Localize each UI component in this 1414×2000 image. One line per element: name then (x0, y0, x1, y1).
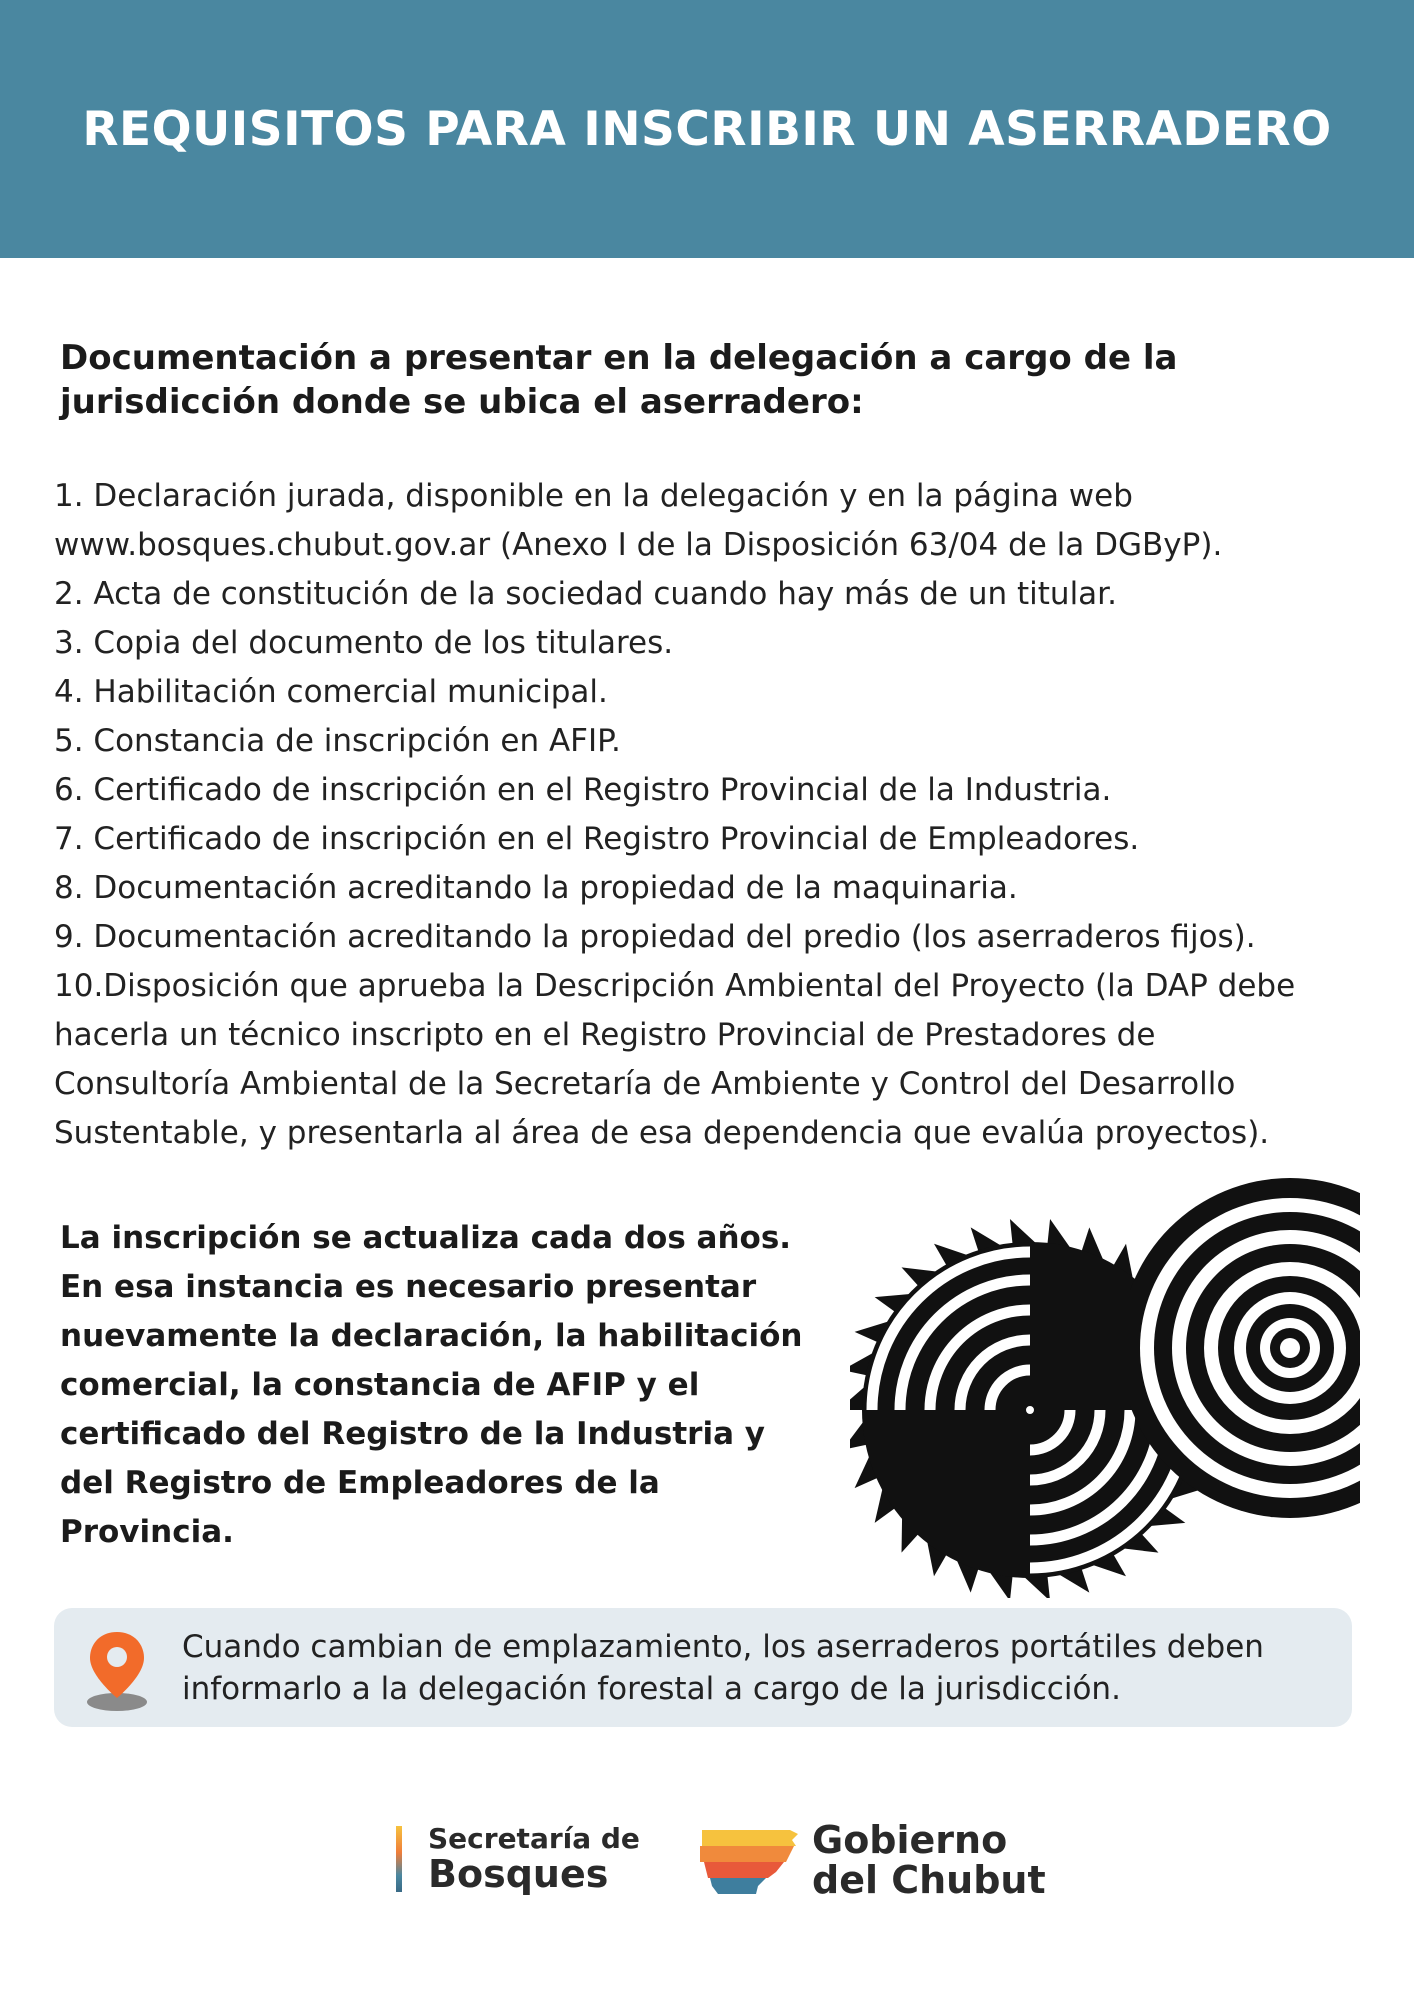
requirement-line: Consultoría Ambiental de la Secretaría de Ambiente y Control del Desarrollo (54, 1066, 1236, 1102)
renewal-line: Provincia. (60, 1514, 234, 1550)
logo-secretaria-line1: Secretaría de (428, 1822, 640, 1855)
requirement-line: 7. Certificado de inscripción en el Registro Provincial de Empleadores. (54, 821, 1140, 857)
requirement-line: 6. Certificado de inscripción en el Registro Provincial de la Industria. (54, 772, 1112, 808)
requirement-line: 1. Declaración jurada, disponible en la delegación y en la página web (54, 478, 1133, 514)
notice-line-1: Cuando cambian de emplazamiento, los aserraderos portátiles deben (182, 1629, 1264, 1665)
requirement-line: 9. Documentación acreditando la propiedad del predio (los aserraderos fijos). (54, 919, 1256, 955)
renewal-line: del Registro de Empleadores de la (60, 1465, 660, 1501)
notice-text (182, 1626, 1332, 1710)
secretaria-bosques-logo (396, 1822, 646, 1902)
page-title: REQUISITOS PARA INSCRIBIR UN ASERRADERO (82, 101, 1332, 157)
header-banner (0, 0, 1414, 258)
saw-tooth (1023, 1575, 1050, 1598)
requirement-line: 4. Habilitación comercial municipal. (54, 674, 608, 710)
saw-blade-tree-rings-icon (850, 1178, 1360, 1598)
requirement-line: www.bosques.chubut.gov.ar (Anexo I de la Disposición 63/04 de la DGByP). (54, 527, 1223, 563)
renewal-line: comercial, la constancia de AFIP y el (60, 1367, 700, 1403)
intro-line-1: Documentación a presentar en la delegación a cargo de la (60, 338, 1178, 378)
renewal-line: En esa instancia es necesario presentar (60, 1269, 757, 1305)
renewal-line: certificado del Registro de la Industria y (60, 1416, 765, 1452)
renewal-note (60, 1214, 820, 1557)
logo-gobierno-line2: del Chubut (812, 1858, 1046, 1902)
intro-line-2: jurisdicción donde se ubica el aserradero: (60, 382, 864, 422)
logo-gobierno-line1: Gobierno (812, 1818, 1008, 1862)
requirements-list (54, 472, 1374, 1158)
notice-line-2: informarlo a la delegación forestal a cargo de la jurisdicción. (182, 1671, 1121, 1707)
requirement-line: 8. Documentación acreditando la propiedad de la maquinaria. (54, 870, 1018, 906)
saw-tooth (1010, 1219, 1037, 1245)
portable-sawmill-notice (54, 1608, 1352, 1727)
requirement-line: 10.Disposición que aprueba la Descripción Ambiental del Proyecto (la DAP debe (54, 968, 1296, 1004)
logo-secretaria-line2: Bosques (428, 1852, 609, 1896)
renewal-line: nuevamente la declaración, la habilitación (60, 1318, 803, 1354)
requirement-line: 3. Copia del documento de los titulares. (54, 625, 674, 661)
gobierno-chubut-logo (698, 1818, 1046, 1908)
requirement-line: hacerla un técnico inscripto en el Registro Provincial de Prestadores de (54, 1017, 1156, 1053)
location-pin-icon (82, 1628, 152, 1712)
renewal-line: La inscripción se actualiza cada dos años. (60, 1220, 792, 1256)
requirement-line: 5. Constancia de inscripción en AFIP. (54, 723, 621, 759)
intro-heading (60, 336, 1320, 424)
requirement-line: Sustentable, y presentarla al área de esa dependencia que evalúa proyectos). (54, 1115, 1270, 1151)
requirement-line: 2. Acta de constitución de la sociedad cuando hay más de un titular. (54, 576, 1117, 612)
logo-color-bar (396, 1826, 402, 1892)
chubut-map-icon (698, 1824, 802, 1900)
